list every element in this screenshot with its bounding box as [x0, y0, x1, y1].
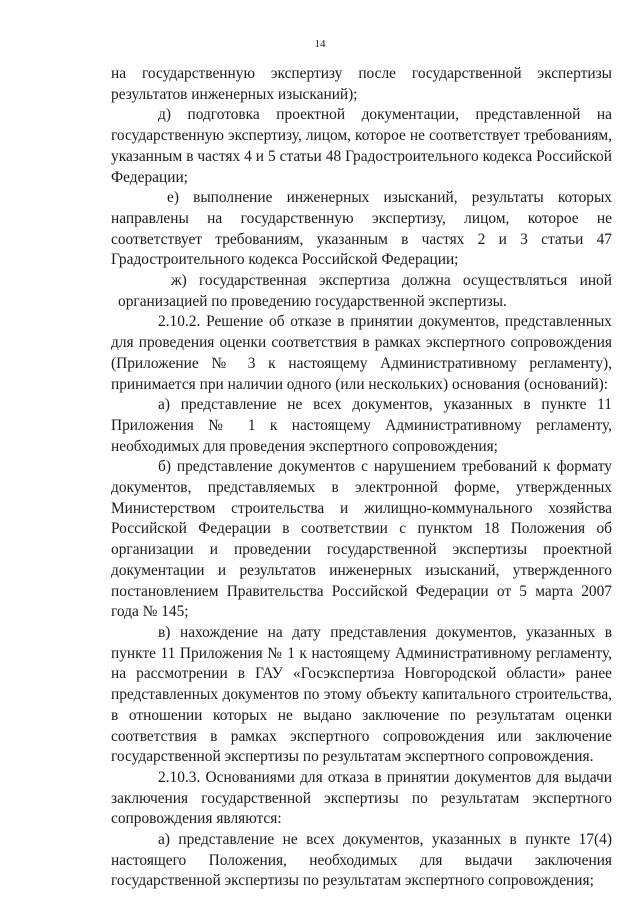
- paragraph-item-d: д) подготовка проектной документации, представленной на государственную экспертизу, лицом, которое не соответствует требованиям, указанным в частях 4 и 5 статьи 48 Градостроительного кодекса Российской Федерации;: [111, 106, 612, 186]
- paragraph-item-zh: ж) государственная экспертиза должна осуществляться иной организацией по проведению государственной экспертизы.: [118, 272, 612, 310]
- paragraph-2-10-2: 2.10.2. Решение об отказе в принятии документов, представленных для проведения оценки соответствия в рамках экспертного сопровождения (Приложение № 3 к настоящему Административному регламенту), принимается при наличии одного (или нескольких) основания (оснований):: [111, 313, 612, 393]
- page-number: 14: [314, 38, 326, 50]
- paragraph-item-b: б) представление документов с нарушением требований к формату документов, представляемых в электронной форме, утвержденных Министерством строительства и жилищно-коммунального хозяйства Российской Федерации в соответствии с пунктом 18 Положения об организации и проведении государственной экспертизы проектной документации и результатов инженерных изысканий, утвержденного постановлением Правительства Российской Федерации от 5 марта 2007 года № 145;: [111, 458, 612, 621]
- paragraph-2-10-3: 2.10.3. Основаниями для отказа в принятии документов для выдачи заключения государственной экспертизы по результатам экспертного сопровождения являются:: [111, 768, 612, 828]
- paragraph-item-e: е) выполнение инженерных изысканий, результаты которых направлены на государственную экспертизу, лицом, которое не соответствует требованиям, указанным в частях 2 и 3 статьи 47 Градостроительного кодекса Российской Федерации;: [111, 189, 612, 269]
- paragraph-continuation: на государственную экспертизу после государственной экспертизы результатов инженерных изысканий);: [111, 65, 612, 103]
- paragraph-item-a-2: а) представление не всех документов, указанных в пункте 17(4) настоящего Положения, необходимых для выдачи заключения государственной экспертизы по результатам экспертного сопровождения;: [111, 831, 612, 890]
- document-body: [111, 64, 612, 892]
- paragraph-item-a: а) представление не всех документов, указанных в пункте 11 Приложения № 1 к настоящему Административному регламенту, необходимых для проведения экспертного сопровождения;: [111, 396, 612, 455]
- paragraph-item-v: в) нахождение на дату представления документов, указанных в пункте 11 Приложения № 1 к настоящему Административному регламенту, на рассмотрении в ГАУ «Госэкспертиза Новгородской области» ранее представленных документов по этому объекту капитального строительства, в отношении которых не выдано заключение по результатам оценки соответствия в рамках экспертного сопровождения или заключение государственной экспертизы по результатам экспертного сопровождения.: [111, 623, 612, 766]
